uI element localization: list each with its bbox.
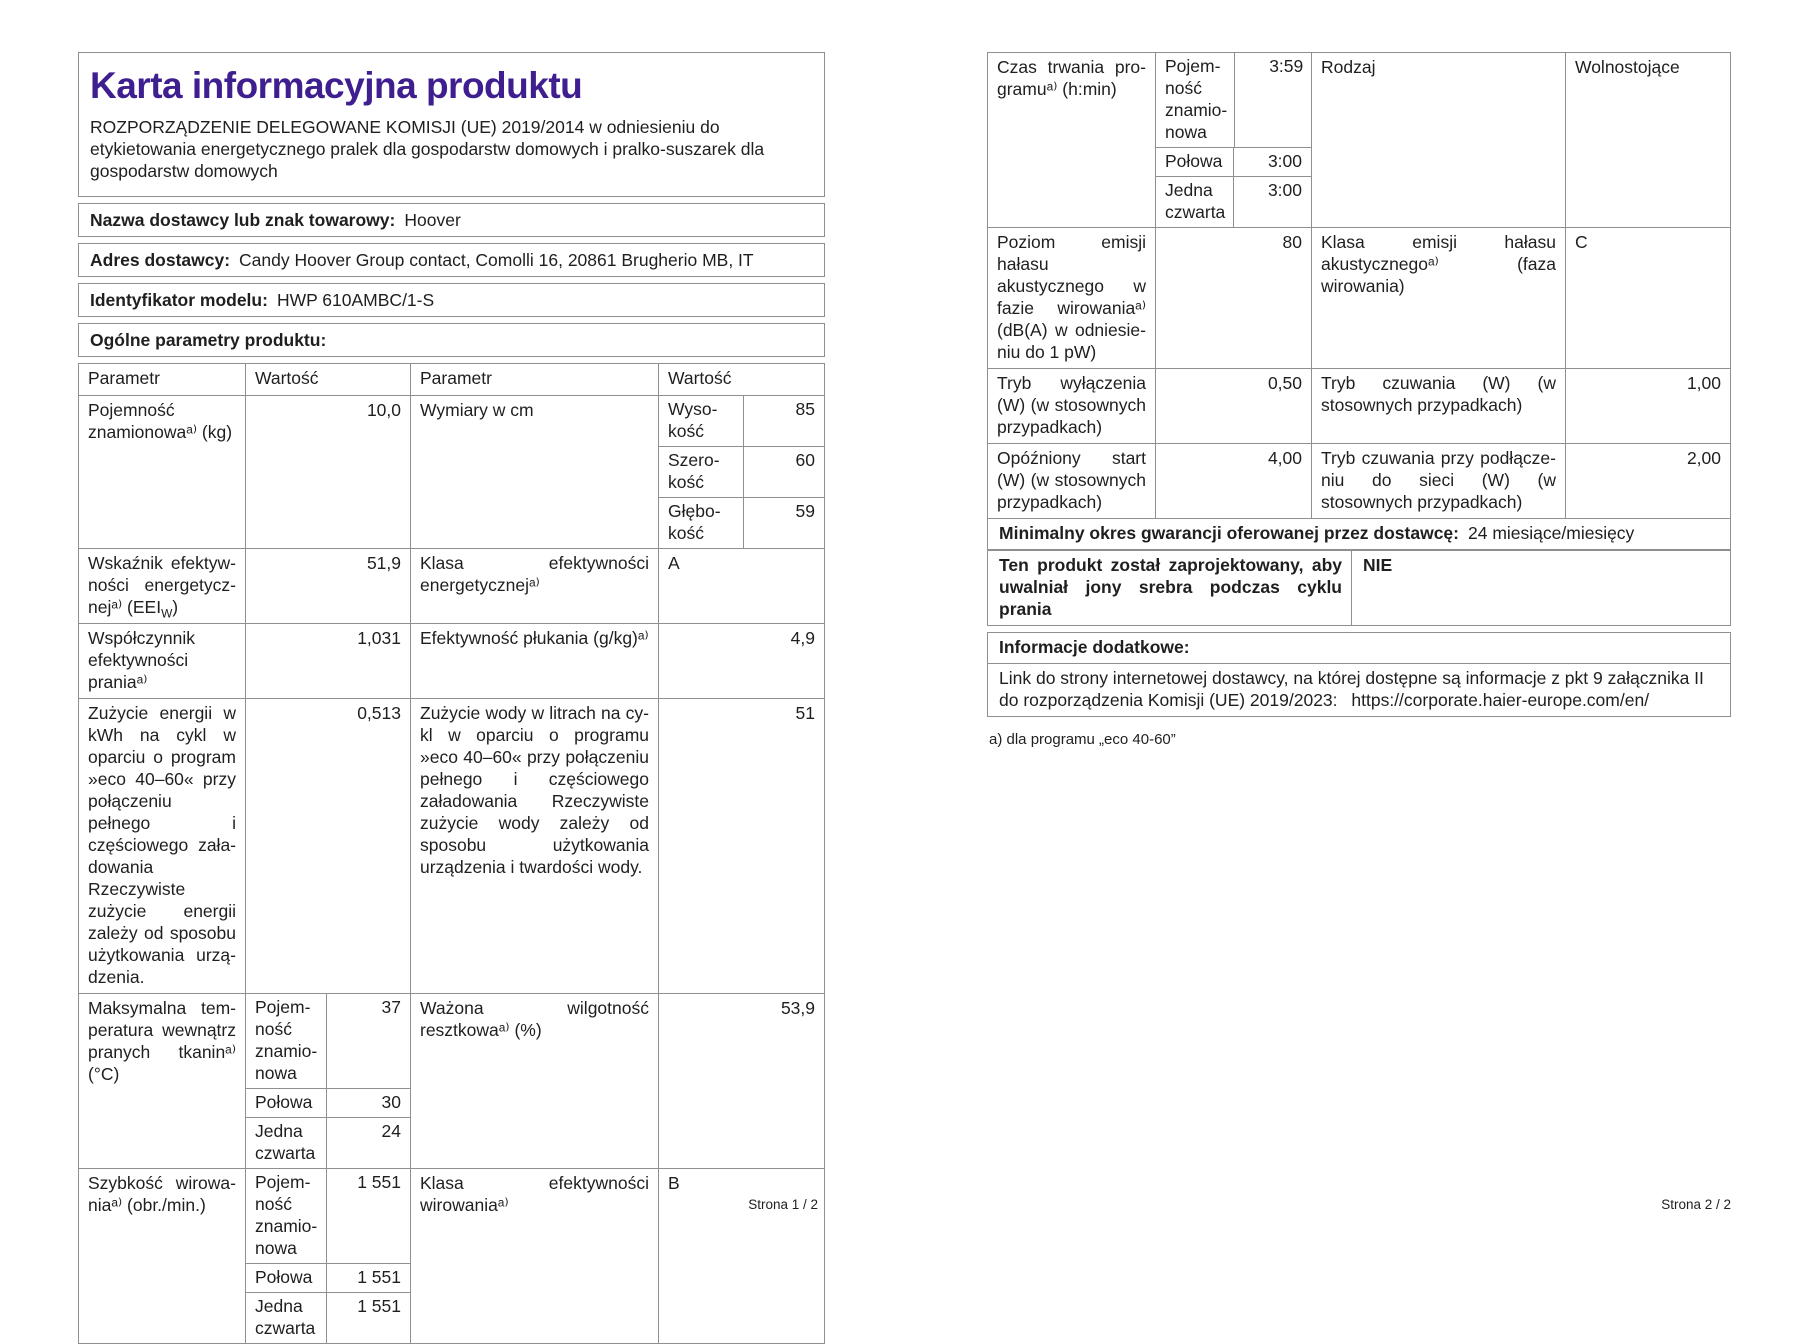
sub-row [659, 446, 824, 497]
guarantee-value: 24 miesiące/miesięcy [1468, 523, 1635, 543]
sub-row [246, 1263, 410, 1292]
table-row-energy-water [79, 698, 824, 993]
value-cell: 51,9 [245, 549, 410, 623]
param-cell: Szybkość wirowaniaᵃ⁾ (obr./min.) [88, 1173, 236, 1215]
table-row-capacity-dimensions [79, 395, 824, 548]
param-cell: Maksymalna temperatura wewnątrz pranych tkaninᵃ⁾ (°C) [88, 998, 236, 1084]
value-cell: 1,00 [1565, 369, 1730, 443]
model-identifier-row [78, 283, 825, 317]
param-cell: Wskaźnik efektywności energetycznejᵃ⁾ $(EEI_W)$ [88, 553, 236, 621]
sub-row [246, 994, 410, 1088]
value-cell: 4,9 [658, 624, 824, 698]
dimensions-subtable [658, 396, 824, 548]
param-cell: Klasa efektywności energetycznejᵃ⁾ [410, 549, 658, 623]
additional-info-box [987, 632, 1731, 717]
sub-row [246, 1088, 410, 1117]
table-row-delay-networked [988, 443, 1730, 518]
footnote-eco-program: a) dla programu „eco 40-60” [989, 731, 1176, 748]
param-cell: Klasa efektywności wirowaniaᵃ⁾ [410, 1169, 658, 1343]
column-header: Wartość [245, 364, 410, 395]
sub-label: Połowa [255, 1267, 313, 1287]
param-cell: Pojemność znamionowaᵃ⁾ (kg) [88, 400, 233, 442]
sub-row [1156, 53, 1311, 147]
sub-label: Pojemność znamionowa [255, 997, 318, 1083]
supplier-name-row [78, 203, 825, 237]
value-cell: 0,513 [245, 699, 410, 993]
page-2 [987, 52, 1731, 749]
sub-label: Jedna czwarta [1165, 180, 1226, 222]
supplier-name-value: Hoover [404, 210, 461, 230]
title-box [78, 52, 825, 197]
table-row-noise [988, 227, 1730, 368]
param-cell: Zużycie energii w kWh na cykl w oparciu o program »eco 40–60« przy połączeniu pełnego i częściowego załadowania Rzeczywiste zużycie energii zależy od sposobu użytkowania urządzenia. [88, 703, 236, 987]
sub-value: 1 551 [326, 1264, 410, 1292]
sub-value: 60 [743, 447, 824, 497]
parameters-table-page2 [987, 52, 1731, 550]
sub-value: 37 [326, 994, 410, 1088]
table-row-temperature-moisture [79, 993, 824, 1168]
column-header: Parametr [410, 364, 658, 395]
table-header-row [79, 364, 824, 395]
param-cell: Klasa emisji hałasu akustycznegoᵃ⁾ (faza wirowania) [1311, 228, 1565, 368]
supplier-address-row [78, 243, 825, 277]
sub-row [246, 1292, 410, 1343]
sub-label: Pojemność znamionowa [1165, 56, 1228, 142]
sub-value: 1 551 [326, 1169, 410, 1263]
param-cell: Czas trwania programuᵃ⁾ (h:min) [997, 57, 1146, 99]
value-cell: 10,0 [245, 396, 410, 548]
guarantee-label: Minimalny okres gwarancji oferowanej przez dostawcę: [999, 523, 1459, 543]
supplier-link-url[interactable]: https://corporate.haier-europe.com/en/ [1351, 690, 1650, 710]
supplier-address-value: Candy Hoover Group contact, Comolli 16, 20861 Brugherio MB, IT [239, 250, 754, 270]
param-cell: Rodzaj [1311, 53, 1565, 227]
param-cell: Wymiary w cm [410, 396, 658, 548]
duration-subtable [1155, 53, 1311, 227]
sub-label: Wysokość [668, 399, 718, 441]
general-parameters-header [78, 323, 825, 357]
param-cell: Opóźniony start (W) (w stosownych przypadkach) [997, 448, 1146, 512]
guarantee-cell [988, 519, 1730, 549]
param-cell: Współczynnik efektywności praniaᵃ⁾ [88, 628, 195, 692]
additional-info-header: Informacje dodatkowe: [999, 637, 1190, 657]
general-parameters-label: Ogólne parametry produktu: [90, 330, 327, 350]
spin-speed-subtable [245, 1169, 410, 1343]
sub-row [1156, 147, 1311, 176]
column-header: Wartość [658, 364, 824, 395]
eei-subscript: W [161, 606, 173, 621]
param-cell: Ważona wilgotność resztkowaᵃ⁾ (%) [410, 994, 658, 1168]
silver-ions-row [987, 550, 1731, 626]
regulation-subtitle: ROZPORZĄDZENIE DELEGOWANE KOMISJI (UE) 2019/2014 w odniesieniu do etykietowania energetycznego pralek dla gospodarstw domowych i pralko-suszarek dla gospodarstw domowych [90, 117, 765, 181]
sub-label: Połowa [255, 1092, 313, 1112]
param-cell: Efektywność płukania (g/kg)ᵃ⁾ [410, 624, 658, 698]
sub-label: Jedna czwarta [255, 1121, 316, 1163]
sub-value: 3:00 [1233, 177, 1311, 227]
sub-value: 30 [326, 1089, 410, 1117]
param-cell: Zużycie wody w litrach na cykl w oparciu o programu »eco 40–60« przy połączeniu pełnego i częściowego załadowania Rzeczywiste zużycie wody zależy od sposobu użytkowania urządzenia i twardości wody. [410, 699, 658, 993]
sub-value: 1 551 [326, 1293, 410, 1343]
value-cell: C [1565, 228, 1730, 368]
value-cell: 53,9 [658, 994, 824, 1168]
param-cell: Tryb czuwania (W) (w stosownych przypadkach) [1311, 369, 1565, 443]
supplier-address-label: Adres dostawcy: [90, 250, 231, 270]
sub-row [246, 1169, 410, 1263]
sub-label: Głębokość [668, 501, 721, 543]
sub-row [246, 1117, 410, 1168]
sub-row [659, 497, 824, 548]
temperature-subtable [245, 994, 410, 1168]
param-cell: Tryb wyłączenia (W) (w stosownych przypadkach) [997, 373, 1146, 437]
supplier-link-row [988, 663, 1730, 716]
param-cell: Poziom emisji hałasu akustycznego w fazie wirowaniaᵃ⁾ (dB(A) w odniesieniu do 1 pW) [997, 232, 1146, 362]
model-identifier-value: HWP 610AMBC/1-S [276, 290, 435, 310]
sub-label: Jedna czwarta [255, 1296, 316, 1338]
silver-ions-label: Ten produkt został zaprojektowany, aby uwalniał jony srebra podczas cyklu prania [999, 555, 1342, 619]
value-cell: 51 [658, 699, 824, 993]
sub-row [659, 396, 824, 446]
value-cell: 2,00 [1565, 444, 1730, 518]
table-row-duration-type [988, 53, 1730, 227]
supplier-link-text: Link do strony internetowej dostawcy, na której dostępne są informacje z pkt 9 załącznika II do rozporządzenia Komisji (UE) 2019/2023: [999, 668, 1704, 710]
sub-label: Szerokość [668, 450, 720, 492]
sub-value: 85 [743, 396, 824, 446]
page-number-1: Strona 1 / 2 [748, 1197, 818, 1212]
model-identifier-label: Identyfikator modelu: [90, 290, 268, 310]
table-row-guarantee [988, 518, 1730, 549]
value-cell: A [658, 549, 824, 623]
table-row-washing-efficiency [79, 623, 824, 698]
table-row-off-standby [988, 368, 1730, 443]
sub-value: 3:00 [1233, 148, 1311, 176]
value-cell: 4,00 [1155, 444, 1311, 518]
sub-value: 3:59 [1234, 53, 1312, 147]
value-cell: B [658, 1169, 824, 1343]
page-1 [78, 52, 825, 1344]
sub-value: 24 [326, 1118, 410, 1168]
table-row-spin-speed [79, 1168, 824, 1343]
supplier-name-label: Nazwa dostawcy lub znak towarowy: [90, 210, 396, 230]
page-title: Karta informacyjna produktu [90, 65, 583, 106]
sub-label: Pojemność znamionowa [255, 1172, 318, 1258]
page-number-2: Strona 2 / 2 [1661, 1197, 1731, 1212]
param-cell: Tryb czuwania przy podłączeniu do sieci (W) (w stosownych przypadkach) [1311, 444, 1565, 518]
value-cell: Wolnostojące [1565, 53, 1730, 227]
sub-label: Połowa [1165, 151, 1223, 171]
table-row-eei [79, 548, 824, 623]
sub-value: 59 [743, 498, 824, 548]
value-cell: 0,50 [1155, 369, 1311, 443]
value-cell: 80 [1155, 228, 1311, 368]
column-header: Parametr [88, 368, 160, 388]
sub-row [1156, 176, 1311, 227]
value-cell: 1,031 [245, 624, 410, 698]
silver-ions-value: NIE [1351, 551, 1730, 625]
